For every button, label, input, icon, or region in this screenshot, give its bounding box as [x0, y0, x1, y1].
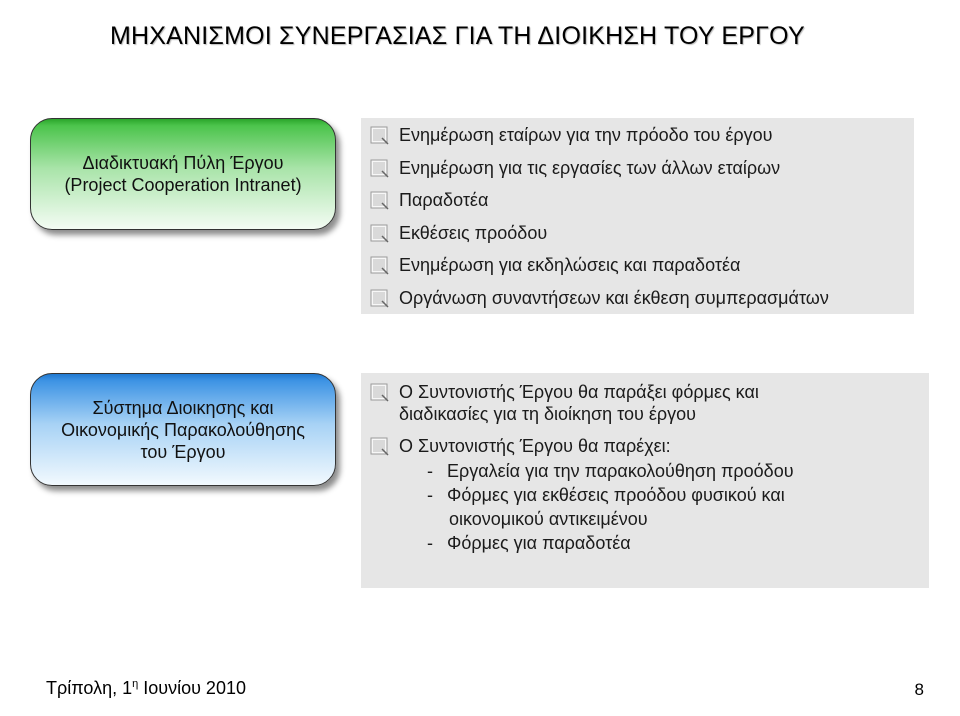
- document-bullet-icon: [369, 223, 389, 243]
- list-item: [369, 124, 914, 157]
- dash-marker: -: [427, 485, 433, 505]
- management-label-line-3: του Έργου: [140, 441, 226, 462]
- portal-label-box: [30, 118, 336, 230]
- management-bullets-panel: [361, 373, 929, 588]
- management-system-label-box: [30, 373, 336, 486]
- bullet-text: [399, 381, 759, 425]
- portal-label-line-2: (Project Cooperation Intranet): [64, 175, 302, 195]
- footer-date-suffix: Ιουνίου 2010: [138, 678, 246, 698]
- list-item: [369, 157, 914, 190]
- list-item: [369, 381, 929, 425]
- bullet-text: Οργάνωση συναντήσεων και έκθεση συμπερασμάτων: [399, 287, 829, 308]
- bullet-line: διαδικασίες για τη διοίκηση του έργου: [399, 404, 696, 424]
- page-number: 8: [914, 680, 924, 699]
- bullet-text: Παραδοτέα: [399, 190, 489, 210]
- sub-item-text: Φόρμες για παραδοτέα: [447, 533, 631, 553]
- sub-item-text: Φόρμες για εκθέσεις προόδου φυσικού και: [447, 485, 785, 505]
- list-item: [369, 254, 914, 287]
- list-item: [369, 189, 914, 222]
- footer-date-prefix: Τρίπολη, 1: [46, 678, 133, 698]
- sub-list-item: [427, 459, 929, 483]
- management-label-line-1: Σύστημα Διοικησης και: [92, 397, 274, 418]
- slide-title: ΜΗΧΑΝΙΣΜΟΙ ΣΥΝΕΡΓΑΣΙΑΣ ΓΙΑ ΤΗ ΔΙΟΙΚΗΣΗ ΤΟΥ ΕΡΓΟΥ: [110, 22, 805, 50]
- bullet-text: Ενημέρωση για εκδηλώσεις και παραδοτέα: [399, 255, 741, 275]
- document-bullet-icon: [369, 158, 389, 178]
- document-bullet-icon: [369, 436, 389, 456]
- management-label-line-2: Οικονομικής Παρακολούθησης: [61, 419, 305, 440]
- portal-label-line-1: Διαδικτυακή Πύλη Έργου: [82, 153, 284, 173]
- portal-bullets-panel: [361, 118, 914, 314]
- sub-list-item: [427, 531, 929, 555]
- document-bullet-icon: [369, 288, 389, 308]
- footer-date-superscript: η: [132, 678, 139, 690]
- dash-marker: -: [427, 461, 433, 481]
- sub-item-text: Εργαλεία για την παρακολούθηση προόδου: [447, 461, 794, 481]
- bullet-text: Ενημέρωση εταίρων για την πρόοδο του έργου: [399, 125, 773, 145]
- list-item: [369, 435, 929, 457]
- sub-item-continuation: οικονομικού αντικειμένου: [449, 509, 648, 529]
- document-bullet-icon: [369, 125, 389, 145]
- list-item: [369, 287, 914, 320]
- footer-place-date: [46, 678, 246, 699]
- sub-list-item: [427, 483, 929, 507]
- document-bullet-icon: [369, 255, 389, 275]
- bullet-text: Εκθέσεις προόδου: [399, 222, 548, 243]
- document-bullet-icon: [369, 382, 389, 402]
- dash-marker: -: [427, 533, 433, 553]
- document-bullet-icon: [369, 190, 389, 210]
- bullet-text: Ο Συντονιστής Έργου θα παρέχει:: [399, 436, 671, 456]
- bullet-line: Ο Συντονιστής Έργου θα παράξει φόρμες και: [399, 382, 759, 402]
- bullet-text: Ενημέρωση για τις εργασίες των άλλων εταίρων: [399, 157, 781, 178]
- list-item: [369, 222, 914, 255]
